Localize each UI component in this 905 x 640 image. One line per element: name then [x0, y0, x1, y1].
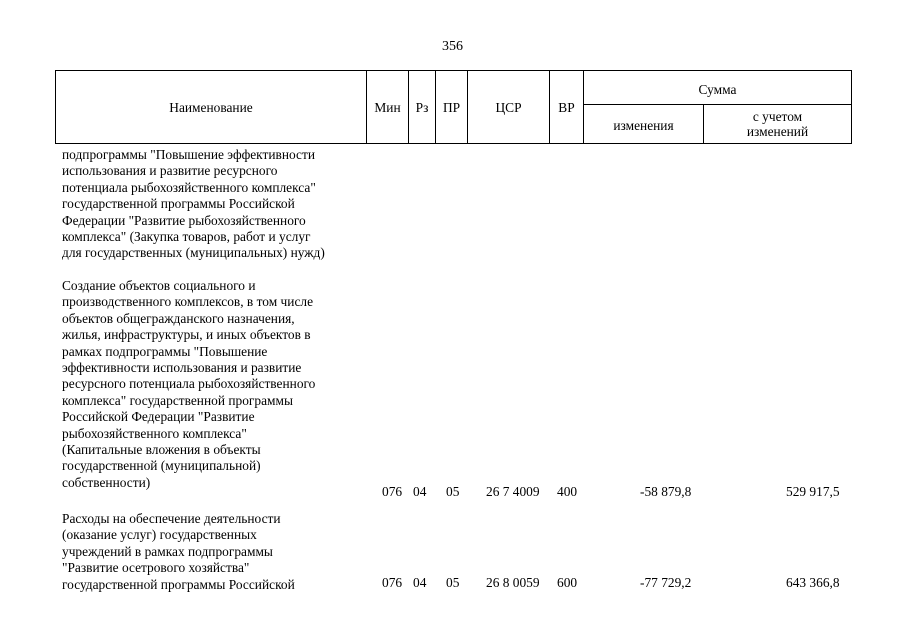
name-line: рыбохозяйственного комплекса" [62, 425, 247, 441]
name-line: комплекса" государственной программы [62, 392, 293, 408]
header-vr: ВР [558, 100, 575, 115]
table-row-name [62, 511, 363, 593]
page-number: 356 [442, 39, 463, 54]
header-sum: Сумма [698, 82, 737, 97]
cell-vr: 600 [557, 575, 578, 590]
header-with-changes-line: изменений [746, 124, 809, 139]
name-line: (оказание услуг) государственных [62, 527, 257, 543]
sum-subheader-divider [583, 104, 852, 105]
cell-min: 076 [382, 575, 403, 590]
name-line: объектов общегражданского назначения, [62, 310, 295, 326]
cell-total: 643 366,8 [786, 575, 840, 590]
header-pr: ПР [442, 100, 461, 115]
name-line: (Капитальные вложения в объекты [62, 442, 261, 458]
name-line: Создание объектов социального и [62, 278, 256, 293]
name-line: комплекса" (Закупка товаров, работ и услуг [62, 229, 311, 245]
cell-pr: 05 [446, 484, 460, 499]
header-changes: изменения [613, 118, 674, 133]
name-line: Федерации "Развитие рыбохозяйственного [62, 212, 306, 228]
table-header-bottom-border [55, 143, 852, 144]
header-name: Наименование [169, 100, 253, 115]
cell-pr: 05 [446, 575, 460, 590]
cell-rz: 04 [413, 575, 427, 590]
header-rz: Рз [415, 100, 429, 115]
name-line: учреждений в рамках подпрограммы [62, 543, 273, 559]
name-line: производственного комплексов, в том числе [62, 294, 314, 310]
table-top-border [55, 70, 852, 71]
name-line: ресурсного потенциала рыбохозяйственного [62, 376, 316, 392]
name-line: Российской Федерации "Развитие [62, 409, 255, 425]
header-min: Мин [374, 100, 401, 115]
cell-total: 529 917,5 [786, 484, 840, 499]
name-line: государственной (муниципальной) [62, 458, 261, 474]
name-line: использования и развитие ресурсного [62, 163, 278, 179]
name-line: для государственных (муниципальных) нужд) [62, 245, 325, 261]
name-line: государственной программы Российской [62, 576, 295, 592]
name-line: потенциала рыбохозяйственного комплекса" [62, 179, 316, 195]
cell-csr: 26 7 4009 [486, 484, 540, 499]
name-line: рамках подпрограммы "Повышение [62, 343, 268, 359]
cell-rz: 04 [413, 484, 427, 499]
col-divider [851, 70, 852, 144]
header-with-changes [704, 109, 851, 139]
name-line: собственности) [62, 474, 151, 490]
name-line: подпрограммы "Повышение эффективности [62, 147, 316, 162]
name-line: эффективности использования и развитие [62, 360, 302, 376]
name-line: "Развитие осетрового хозяйства" [62, 560, 250, 576]
header-csr: ЦСР [495, 100, 522, 115]
name-line: Расходы на обеспечение деятельности [62, 511, 281, 526]
cell-change: -77 729,2 [640, 575, 692, 590]
cell-csr: 26 8 0059 [486, 575, 540, 590]
cell-min: 076 [382, 484, 403, 499]
name-line: жилья, инфраструктуры, и иных объектов в [62, 327, 311, 343]
cell-change: -58 879,8 [640, 484, 692, 499]
name-line: государственной программы Российской [62, 196, 295, 212]
table-row-name [62, 278, 363, 491]
cell-vr: 400 [557, 484, 578, 499]
header-with-changes-line: с учетом [752, 109, 803, 124]
table-row-name [62, 147, 363, 262]
